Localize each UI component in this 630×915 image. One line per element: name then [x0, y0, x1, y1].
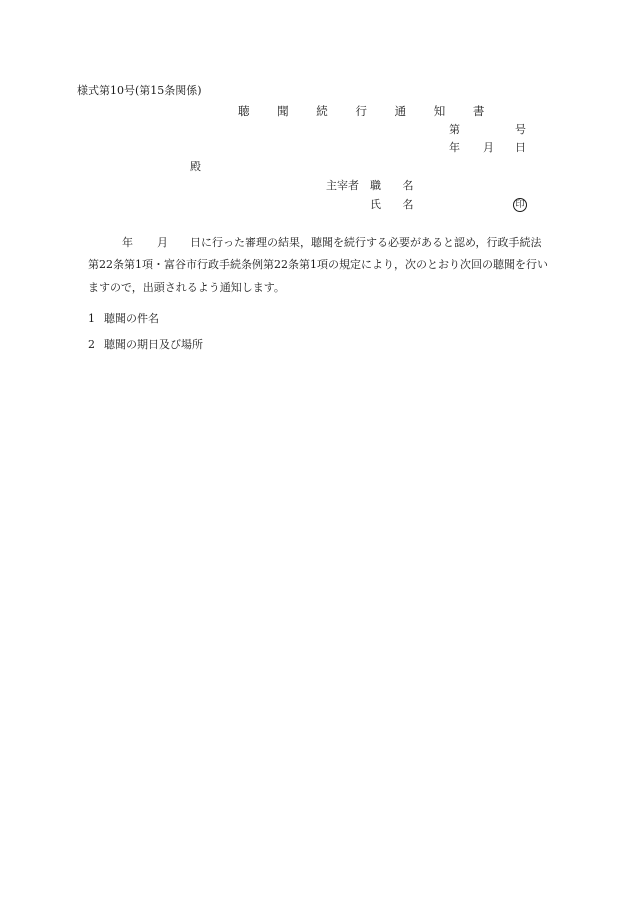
- body-line1-rest: 日に行った審理の結果，聴聞を続行する必要があると認め，行政手続法: [190, 236, 542, 249]
- date-month: 月: [483, 141, 494, 154]
- date-day: 日: [515, 141, 526, 154]
- seal-mark: 印: [513, 198, 527, 212]
- item-label-2: 聴聞の期日及び場所: [104, 338, 203, 351]
- date-year: 年: [449, 141, 460, 154]
- body-year: 年: [122, 236, 133, 249]
- position-label: 職 名: [370, 179, 423, 192]
- doc-number-suffix: 号: [515, 123, 526, 136]
- body-month: 月: [157, 236, 168, 249]
- body-line2: 第22条第1項・富谷市行政手続条例第22条第1項の規定により，次のとおり次回の聴聞を行い: [88, 258, 548, 271]
- doc-number-prefix: 第: [449, 123, 460, 136]
- item-number-2: 2: [88, 338, 95, 351]
- name-label: 氏 名: [370, 198, 423, 211]
- document-title: 聴 聞 続 行 通 知 書: [238, 104, 497, 118]
- item-label-1: 聴聞の件名: [104, 312, 159, 325]
- organizer-label: 主宰者: [326, 179, 359, 192]
- item-number-1: 1: [88, 312, 95, 325]
- form-label: 様式第10号(第15条関係): [77, 84, 202, 97]
- body-line3: ますので，出頭されるよう通知します。: [88, 281, 285, 294]
- addressee-honorific: 殿: [190, 160, 201, 173]
